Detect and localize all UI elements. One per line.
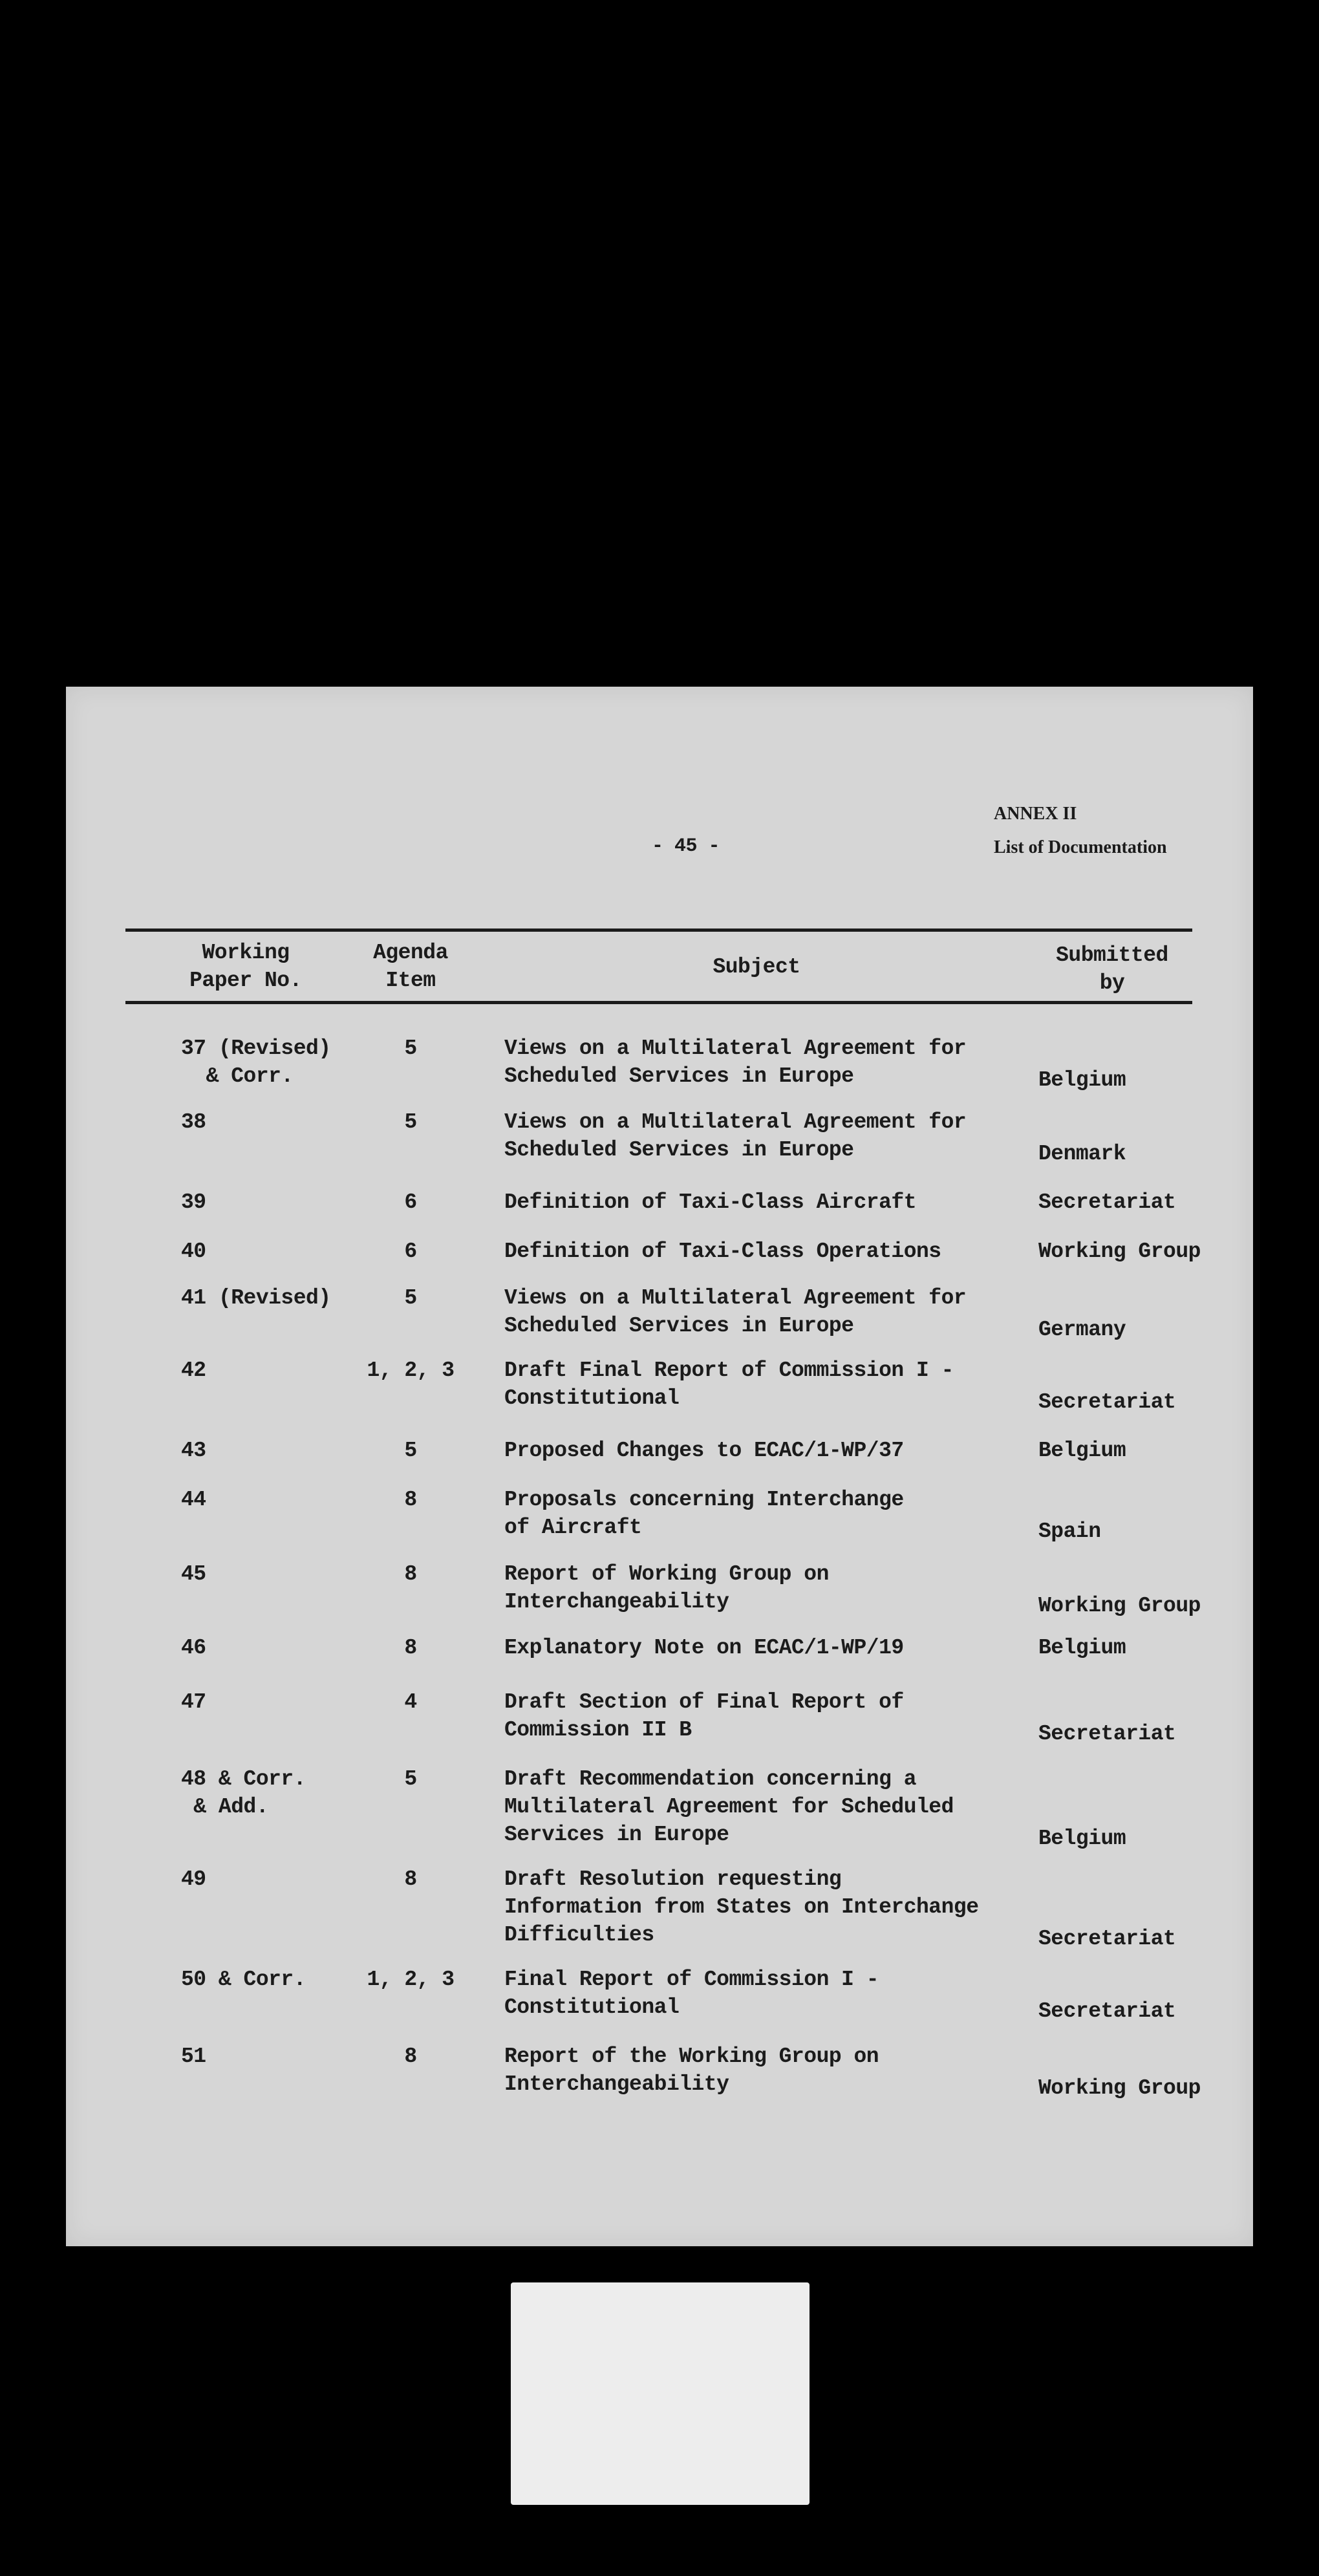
submitted-by: Belgium [1038, 1636, 1126, 1660]
agenda-item: 8 [404, 2045, 417, 2068]
submitted-by: Belgium [1038, 1068, 1126, 1092]
subject-line: Draft Resolution requesting [504, 1867, 842, 1891]
col-header-agenda-item: Agenda Item [373, 941, 448, 993]
working-paper-number: 48 & Corr. [181, 1767, 306, 1791]
page-number: - 45 - [652, 835, 720, 857]
annex-subtitle: List of Documentation [994, 837, 1167, 857]
submitted-by: Denmark [1038, 1142, 1126, 1166]
working-paper-number: & Corr. [181, 1064, 294, 1088]
submitted-by: Germany [1038, 1318, 1126, 1342]
submitted-by: Secretariat [1038, 1390, 1176, 1414]
table-header-rule [125, 1001, 1192, 1004]
agenda-item: 8 [404, 1867, 417, 1891]
table-top-rule [125, 928, 1192, 932]
agenda-item: 1, 2, 3 [367, 1968, 455, 1991]
subject-line: Draft Section of Final Report of [504, 1690, 904, 1714]
agenda-item: 5 [404, 1286, 417, 1310]
subject-line: Draft Final Report of Commission I - [504, 1358, 954, 1382]
col-header-subject: Subject [713, 955, 800, 979]
agenda-item: 5 [404, 1036, 417, 1060]
agenda-item: 8 [404, 1562, 417, 1586]
subject-line: Views on a Multilateral Agreement for [504, 1286, 967, 1310]
submitted-by: Secretariat [1038, 1927, 1176, 1951]
submitted-by: Secretariat [1038, 1722, 1176, 1746]
agenda-item: 4 [404, 1690, 417, 1714]
working-paper-number: 44 [181, 1488, 206, 1512]
submitted-by: Working Group [1038, 1594, 1201, 1618]
working-paper-number: 37 (Revised) [181, 1036, 331, 1060]
subject-line: Report of the Working Group on [504, 2045, 879, 2068]
working-paper-number: 39 [181, 1190, 206, 1214]
working-paper-number: 43 [181, 1439, 206, 1463]
working-paper-number: 50 & Corr. [181, 1968, 306, 1991]
agenda-item: 1, 2, 3 [367, 1358, 455, 1382]
subject-line: Proposals concerning Interchange [504, 1488, 904, 1512]
submitted-by: Secretariat [1038, 1999, 1176, 2023]
agenda-item: 5 [404, 1110, 417, 1134]
agenda-item: 5 [404, 1767, 417, 1791]
subject-line: Views on a Multilateral Agreement for [504, 1036, 967, 1060]
submitted-by: Spain [1038, 1519, 1101, 1543]
working-paper-number: 42 [181, 1358, 206, 1382]
working-paper-number: 38 [181, 1110, 206, 1134]
agenda-item: 6 [404, 1190, 417, 1214]
subject-line: Explanatory Note on ECAC/1-WP/19 [504, 1636, 904, 1660]
subject-line: Multilateral Agreement for Scheduled [504, 1795, 954, 1819]
working-paper-number: 45 [181, 1562, 206, 1586]
agenda-item: 6 [404, 1240, 417, 1263]
working-paper-number: 40 [181, 1240, 206, 1263]
subject-line: Definition of Taxi-Class Operations [504, 1240, 941, 1263]
agenda-item: 5 [404, 1439, 417, 1463]
submitted-by: Working Group [1038, 2076, 1201, 2100]
working-paper-number: 49 [181, 1867, 206, 1891]
working-paper-number: 47 [181, 1690, 206, 1714]
subject-line: Interchangeability [504, 2072, 729, 2096]
subject-line: Scheduled Services in Europe [504, 1314, 854, 1338]
agenda-item: 8 [404, 1636, 417, 1660]
subject-line: Information from States on Interchange [504, 1895, 979, 1919]
submitted-by: Working Group [1038, 1240, 1201, 1263]
col-header-working-paper: Working Paper No. [189, 941, 302, 993]
subject-line: Interchangeability [504, 1590, 729, 1614]
subject-line: Definition of Taxi-Class Aircraft [504, 1190, 917, 1214]
col-header-submitted-by: Submitted by [1056, 943, 1168, 995]
subject-line: of Aircraft [504, 1516, 642, 1540]
working-paper-number: 41 (Revised) [181, 1286, 331, 1310]
annex-title: ANNEX II [994, 804, 1077, 824]
blank-card [511, 2282, 810, 2505]
subject-line: Constitutional [504, 1995, 680, 2019]
submitted-by: Belgium [1038, 1827, 1126, 1851]
agenda-item: 8 [404, 1488, 417, 1512]
subject-line: Commission II B [504, 1718, 692, 1742]
working-paper-number: & Add. [181, 1795, 269, 1819]
subject-line: Scheduled Services in Europe [504, 1138, 854, 1162]
subject-line: Final Report of Commission I - [504, 1968, 879, 1991]
subject-line: Report of Working Group on [504, 1562, 829, 1586]
subject-line: Views on a Multilateral Agreement for [504, 1110, 967, 1134]
subject-line: Proposed Changes to ECAC/1-WP/37 [504, 1439, 904, 1463]
submitted-by: Belgium [1038, 1439, 1126, 1463]
subject-line: Services in Europe [504, 1823, 729, 1847]
working-paper-number: 51 [181, 2045, 206, 2068]
subject-line: Draft Recommendation concerning a [504, 1767, 917, 1791]
submitted-by: Secretariat [1038, 1190, 1176, 1214]
subject-line: Constitutional [504, 1386, 680, 1410]
subject-line: Difficulties [504, 1923, 654, 1947]
subject-line: Scheduled Services in Europe [504, 1064, 854, 1088]
working-paper-number: 46 [181, 1636, 206, 1660]
